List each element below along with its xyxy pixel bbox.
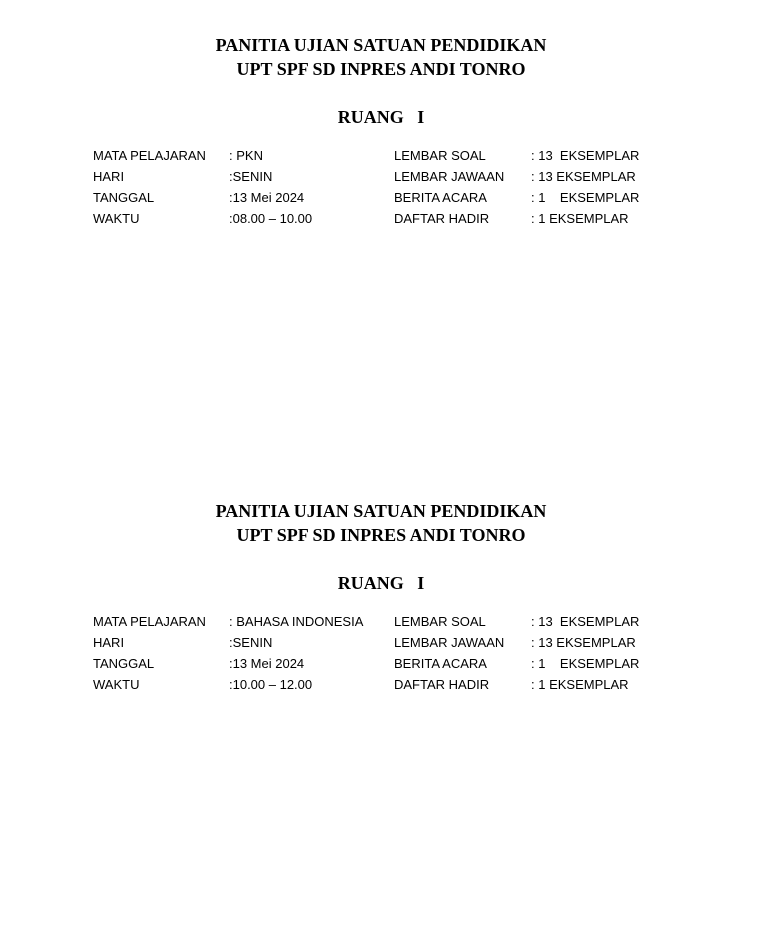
minutes-value: : 1 EKSEMPLAR: [531, 190, 640, 205]
time-value: :10.00 – 12.00: [229, 677, 313, 692]
day-label: HARI: [93, 169, 125, 184]
date-label: TANGGAL: [93, 656, 155, 671]
attendance-label: DAFTAR HADIR: [394, 211, 490, 226]
school-name: UPT SPF SD INPRES ANDI TONRO: [236, 525, 526, 545]
subject-value: : BAHASA INDONESIA: [229, 614, 364, 629]
info-row-subject: [0, 611, 768, 632]
exam-info-table: [0, 611, 768, 701]
exam-room-label-2: [0, 499, 768, 701]
question-sheet-value: : 13 EKSEMPLAR: [531, 148, 640, 163]
day-value: :SENIN: [229, 635, 273, 650]
room-number: RUANG I: [337, 107, 425, 127]
info-row-time: [0, 674, 768, 695]
exam-info-table: [0, 145, 768, 235]
info-row-date: [0, 653, 768, 674]
time-label: WAKTU: [93, 211, 140, 226]
attendance-label: DAFTAR HADIR: [394, 677, 490, 692]
committee-title: PANITIA UJIAN SATUAN PENDIDIKAN: [215, 35, 547, 55]
question-sheet-label: LEMBAR SOAL: [394, 148, 486, 163]
time-value: :08.00 – 10.00: [229, 211, 313, 226]
attendance-value: : 1 EKSEMPLAR: [531, 677, 629, 692]
info-row-time: [0, 208, 768, 229]
school-name: UPT SPF SD INPRES ANDI TONRO: [236, 59, 526, 79]
minutes-value: : 1 EKSEMPLAR: [531, 656, 640, 671]
minutes-label: BERITA ACARA: [394, 656, 487, 671]
attendance-value: : 1 EKSEMPLAR: [531, 211, 629, 226]
exam-room-label-1: [0, 33, 768, 235]
subject-label: MATA PELAJARAN: [93, 614, 206, 629]
day-value: :SENIN: [229, 169, 273, 184]
room-number: RUANG I: [337, 573, 425, 593]
answer-sheet-value: : 13 EKSEMPLAR: [531, 169, 636, 184]
answer-sheet-value: : 13 EKSEMPLAR: [531, 635, 636, 650]
answer-sheet-label: LEMBAR JAWAAN: [394, 169, 505, 184]
minutes-label: BERITA ACARA: [394, 190, 487, 205]
day-label: HARI: [93, 635, 125, 650]
subject-label: MATA PELAJARAN: [93, 148, 206, 163]
info-row-date: [0, 187, 768, 208]
date-value: :13 Mei 2024: [229, 656, 305, 671]
question-sheet-value: : 13 EKSEMPLAR: [531, 614, 640, 629]
date-label: TANGGAL: [93, 190, 155, 205]
committee-title: PANITIA UJIAN SATUAN PENDIDIKAN: [215, 501, 547, 521]
time-label: WAKTU: [93, 677, 140, 692]
info-row-subject: [0, 145, 768, 166]
info-row-day: [0, 632, 768, 653]
info-row-day: [0, 166, 768, 187]
subject-value: : PKN: [229, 148, 263, 163]
date-value: :13 Mei 2024: [229, 190, 305, 205]
question-sheet-label: LEMBAR SOAL: [394, 614, 486, 629]
answer-sheet-label: LEMBAR JAWAAN: [394, 635, 505, 650]
